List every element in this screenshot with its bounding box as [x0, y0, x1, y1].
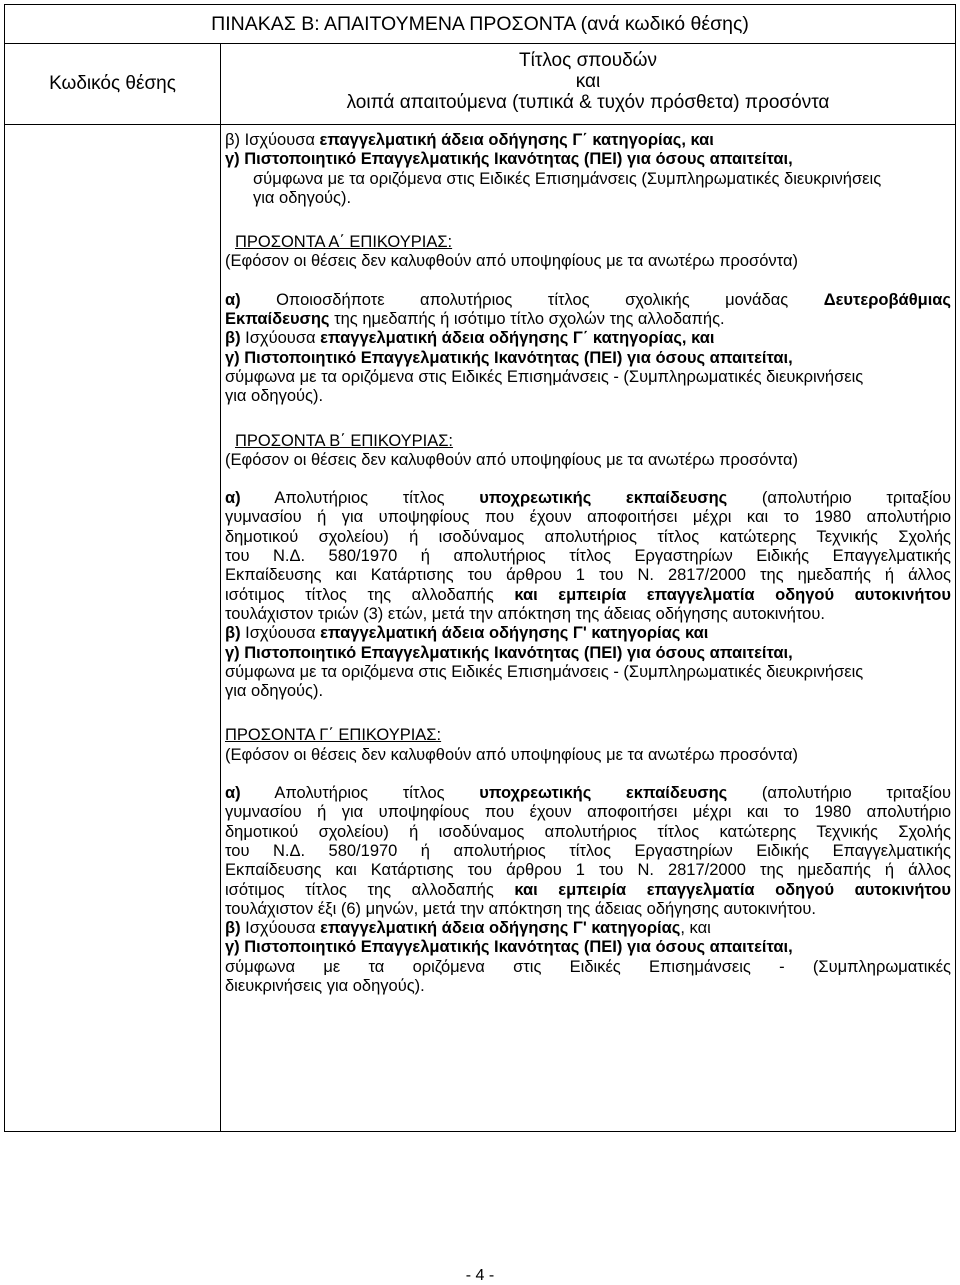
section-b-item-a-line6: ισότιμος τίτλος της αλλοδαπής και εμπειρία επαγγελματία οδηγού αυτοκινήτου — [225, 585, 951, 604]
requirements-cell — [221, 125, 956, 1132]
section-c-item-a: α) Απολυτήριος τίτλος υποχρεωτικής εκπαίδευσης (απολυτήριο τριταξίου — [225, 784, 951, 803]
section-c-title: ΠΡΟΣΟΝΤΑ Γ΄ ΕΠΙΚΟΥΡΙΑΣ: — [225, 726, 442, 745]
table-title: ΠΙΝΑΚΑΣ Β: ΑΠΑΙΤΟΥΜΕΝΑ ΠΡΟΣΟΝΤΑ (ανά κωδικό θέσης) — [5, 5, 956, 44]
page-number: - 4 - — [465, 1267, 495, 1284]
section-a-note: (Εφόσον οι θέσεις δεν καλυφθούν από υποψηφίους με τα ανωτέρω προσόντα) — [225, 252, 798, 271]
section-c-item-c-line2: σύμφωνα με τα οριζόμενα στις Ειδικές Επισημάνσεις - (Συμπληρωματικές — [225, 957, 952, 976]
section-b-item-c-line2: σύμφωνα με τα οριζόμενα στις Ειδικές Επισημάνσεις - (Συμπληρωματικές διευκρινήσεις — [225, 662, 864, 681]
section-c-item-a-line2: γυμνασίου ή για υποψηφίους που έχουν αποφοιτήσει μέχρι και το 1980 απολυτήριο — [225, 803, 952, 822]
section-b-title: ΠΡΟΣΟΝΤΑ Β΄ ΕΠΙΚΟΥΡΙΑΣ: — [235, 431, 454, 450]
section-a-title: ΠΡΟΣΟΝΤΑ Α΄ ΕΠΙΚΟΥΡΙΑΣ: — [235, 233, 453, 252]
requirements-table — [4, 4, 956, 1132]
section-b-item-a-line2: γυμνασίου ή για υποψηφίους που έχουν αποφοιτήσει μέχρι και το 1980 απολυτήριο — [225, 508, 952, 527]
top-item-c-line3: για οδηγούς). — [253, 188, 352, 207]
section-c-item-a-line6: ισότιμος τίτλος της αλλοδαπής και εμπειρία επαγγελματία οδηγού αυτοκινήτου — [225, 880, 951, 899]
section-b-item-a-line3: δημοτικού σχολείου) ή ισοδύναμος απολυτήριος τίτλος κατώτερης Τεχνικής Σχολής — [225, 527, 952, 546]
section-a-item-a: α) Οποιοσδήποτε απολυτήριος τίτλος σχολικής μονάδας Δευτεροβάθμιας — [225, 290, 952, 309]
section-b-item-c: γ) Πιστοποιητικό Επαγγελματικής Ικανότητας (ΠΕΙ) για όσους απαιτείται, — [225, 643, 793, 662]
section-b-note: (Εφόσον οι θέσεις δεν καλυφθούν από υποψηφίους με τα ανωτέρω προσόντα) — [225, 450, 798, 469]
top-item-b: β) Ισχύουσα επαγγελματική άδεια οδήγησης Γ΄ κατηγορίας, και — [225, 131, 714, 149]
section-c-item-b: β) Ισχύουσα επαγγελματική άδεια οδήγησης Γ' κατηγορίας, και — [225, 919, 711, 938]
position-code-cell — [5, 125, 221, 1132]
section-a-item-b: β) Ισχύουσα επαγγελματική άδεια οδήγησης Γ΄ κατηγορίας, και — [225, 329, 715, 348]
requirements-header — [221, 44, 956, 125]
section-c-item-c: γ) Πιστοποιητικό Επαγγελματικής Ικανότητας (ΠΕΙ) για όσους απαιτείται, — [225, 938, 793, 957]
section-b-item-a-line4: του Ν.Δ. 580/1970 ή απολυτήριος τίτλος Εργαστηρίων Ειδικής Επαγγελματικής — [225, 547, 952, 566]
section-b-item-a: α) Απολυτήριος τίτλος υποχρεωτικής εκπαίδευσης (απολυτήριο τριταξίου — [225, 489, 951, 508]
position-code-header: Κωδικός θέσης — [5, 44, 221, 125]
section-c-item-a-line4: του Ν.Δ. 580/1970 ή απολυτήριος τίτλος Εργαστηρίων Ειδικής Επαγγελματικής — [225, 841, 952, 860]
section-a-item-c: γ) Πιστοποιητικό Επαγγελματικής Ικανότητας (ΠΕΙ) για όσους απαιτείται, — [225, 348, 793, 367]
section-b-item-b: β) Ισχύουσα επαγγελματική άδεια οδήγησης Γ' κατηγορίας και — [225, 624, 709, 643]
section-c-item-a-line3: δημοτικού σχολείου) ή ισοδύναμος απολυτήριος τίτλος κατώτερης Τεχνικής Σχολής — [225, 822, 952, 841]
section-c-item-a-line5: Εκπαίδευσης και Κατάρτισης του άρθρου 1 του Ν. 2817/2000 της ημεδαπής ή άλλος — [225, 861, 952, 880]
requirements-header-line3: λοιπά απαιτούμενα (τυπικά & τυχόν πρόσθετα) προσόντα — [346, 92, 830, 113]
section-c-item-a-line7: τουλάχιστον έξι (6) μηνών, μετά την απόκτηση της άδειας οδήγησης αυτοκινήτου. — [225, 899, 816, 918]
section-b-item-a-line7: τουλάχιστον τριών (3) ετών, μετά την απόκτηση της άδειας οδήγησης αυτοκινήτου. — [225, 604, 825, 623]
section-a-item-c-line3: για οδηγούς). — [225, 387, 324, 406]
top-item-c: γ) Πιστοποιητικό Επαγγελματικής Ικανότητας (ΠΕΙ) για όσους απαιτείται, — [225, 150, 793, 169]
requirements-header-line1: Τίτλος σπουδών — [519, 50, 657, 71]
section-b-item-a-line5: Εκπαίδευσης και Κατάρτισης του άρθρου 1 του Ν. 2817/2000 της ημεδαπής ή άλλος — [225, 566, 952, 585]
section-c-note: (Εφόσον οι θέσεις δεν καλυφθούν από υποψηφίους με τα ανωτέρω προσόντα) — [225, 745, 798, 764]
section-a-item-c-line2: σύμφωνα με τα οριζόμενα στις Ειδικές Επισημάνσεις - (Συμπληρωματικές διευκρινήσεις — [225, 367, 864, 386]
section-b-item-c-line3: για οδηγούς). — [225, 682, 324, 701]
requirements-header-line2: και — [575, 71, 601, 92]
top-item-c-line2: σύμφωνα με τα οριζόμενα στις Ειδικές Επισημάνσεις (Συμπληρωματικές διευκρινήσεις — [253, 169, 882, 188]
section-a-item-a-cont: Εκπαίδευσης της ημεδαπής ή ισότιμο τίτλο σχολών της αλλοδαπής. — [225, 310, 725, 329]
section-c-item-c-line3: διευκρινήσεις για οδηγούς). — [225, 976, 425, 995]
